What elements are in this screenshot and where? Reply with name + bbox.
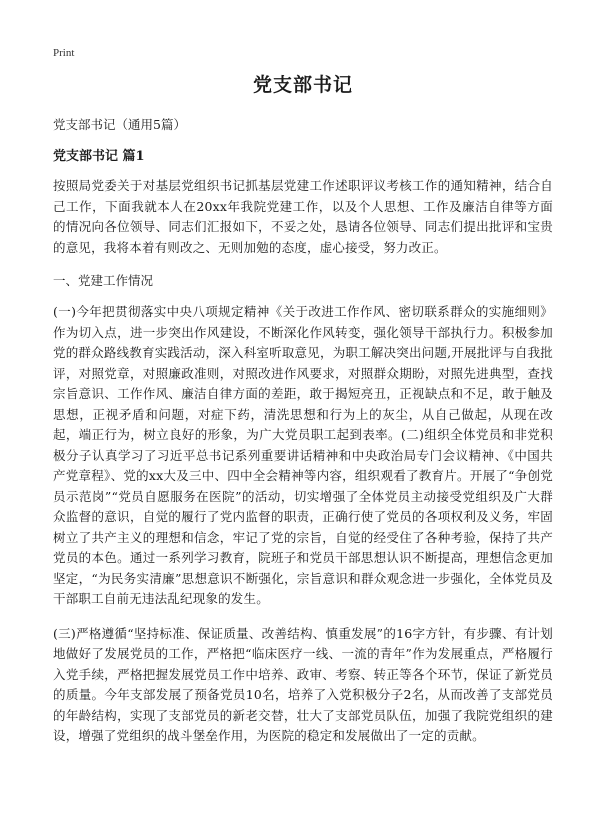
subheading-party-work: 一、党建工作情况 [53, 273, 154, 288]
section-heading: 党支部书记 篇1 [53, 149, 145, 164]
paragraph-intro: 按照局党委关于对基层党组织书记抓基层党建工作述职评议考核工作的通知精神，结合自己工作，下面我就本人在20xx年我院党建工作，以及个人思想、工作及廉洁自律等方面的情况向各位领导、同志们汇报如下，不妥之处，恳请各位领导、同志们提出批评和宝贵的意见，我将本着有则改之、无则加勉的态度，虚心接受，努力改正。 [53, 178, 553, 255]
document-title: 党支部书记 [252, 74, 353, 96]
paragraph-member-development: (三)严格遵循“坚持标准、保证质量、改善结构、慎重发展”的16字方针，有步骤、有计划地做好了发展党员的工作，严格把“临床医疗一线、一流的青年”作为发展重点，严格履行入党手续，严格把握发展党员工作中培养、政审、考察、转正等各个环节，保证了新党员的质量。今年支部发展了预备党员10名，培养了入党积极分子2名，从而改善了支部党员的年龄结构，实现了支部党员的新老交替，壮大了支部党员队伍，加强了我院党组织的建设，增强了党组织的战斗堡垒作用，为医院的稳定和发展做出了一定的贡献。 [53, 625, 553, 743]
paragraph-work-style: (一)今年把贯彻落实中央八项规定精神《关于改进工作作风、密切联系群众的实施细则》作为切入点，进一步突出作风建设，不断深化作风转变，强化领导干部执行力。积极参加党的群众路线教育实践活动，深入科室听取意见，为职工解决突出问题,开展批评与自我批评，对照党章，对照廉政准则，对照改进作风要求，对照群众期盼，对照先进典型，查找宗旨意识、工作作风、廉洁自律方面的差距，敢于揭短亮丑，正视缺点和不足，敢于触及思想，正视矛盾和问题，对症下药，清洗思想和行为上的灰尘，从自己做起，从现在改起，端正行为，树立良好的形象，为广大党员职工起到表率。(二)组织全体党员和非党积极分子认真学习了习近平总书记系列重要讲话精神和中央政治局专门会议精神、《中国共产党章程》、党的xx大及三中、四中全会精神等内容，组织观看了教育片。开展了“争创党员示范岗”“党员自愿服务在医院”的活动，切实增强了全体党员主动接受党组织及广大群众监督的意识，自觉的履行了党内监督的职责，正确行使了党员的各项权利及义务，牢固树立了共产主义的理想和信念，牢记了党的宗旨，自觉的经受住了各种考验，保持了共产党员的本色。通过一系列学习教育，院班子和党员干部思想认识不断提高，理想信念更加坚定，“为民务实清廉”思想意识不断强化，宗旨意识和群众观念进一步强化，全体党员及干部职工自前无违法乱纪现象的发生。 [53, 304, 553, 606]
document-body [53, 72, 553, 761]
document-subtitle: 党支部书记（通用5篇） [53, 117, 186, 132]
print-label: Print [53, 47, 75, 59]
